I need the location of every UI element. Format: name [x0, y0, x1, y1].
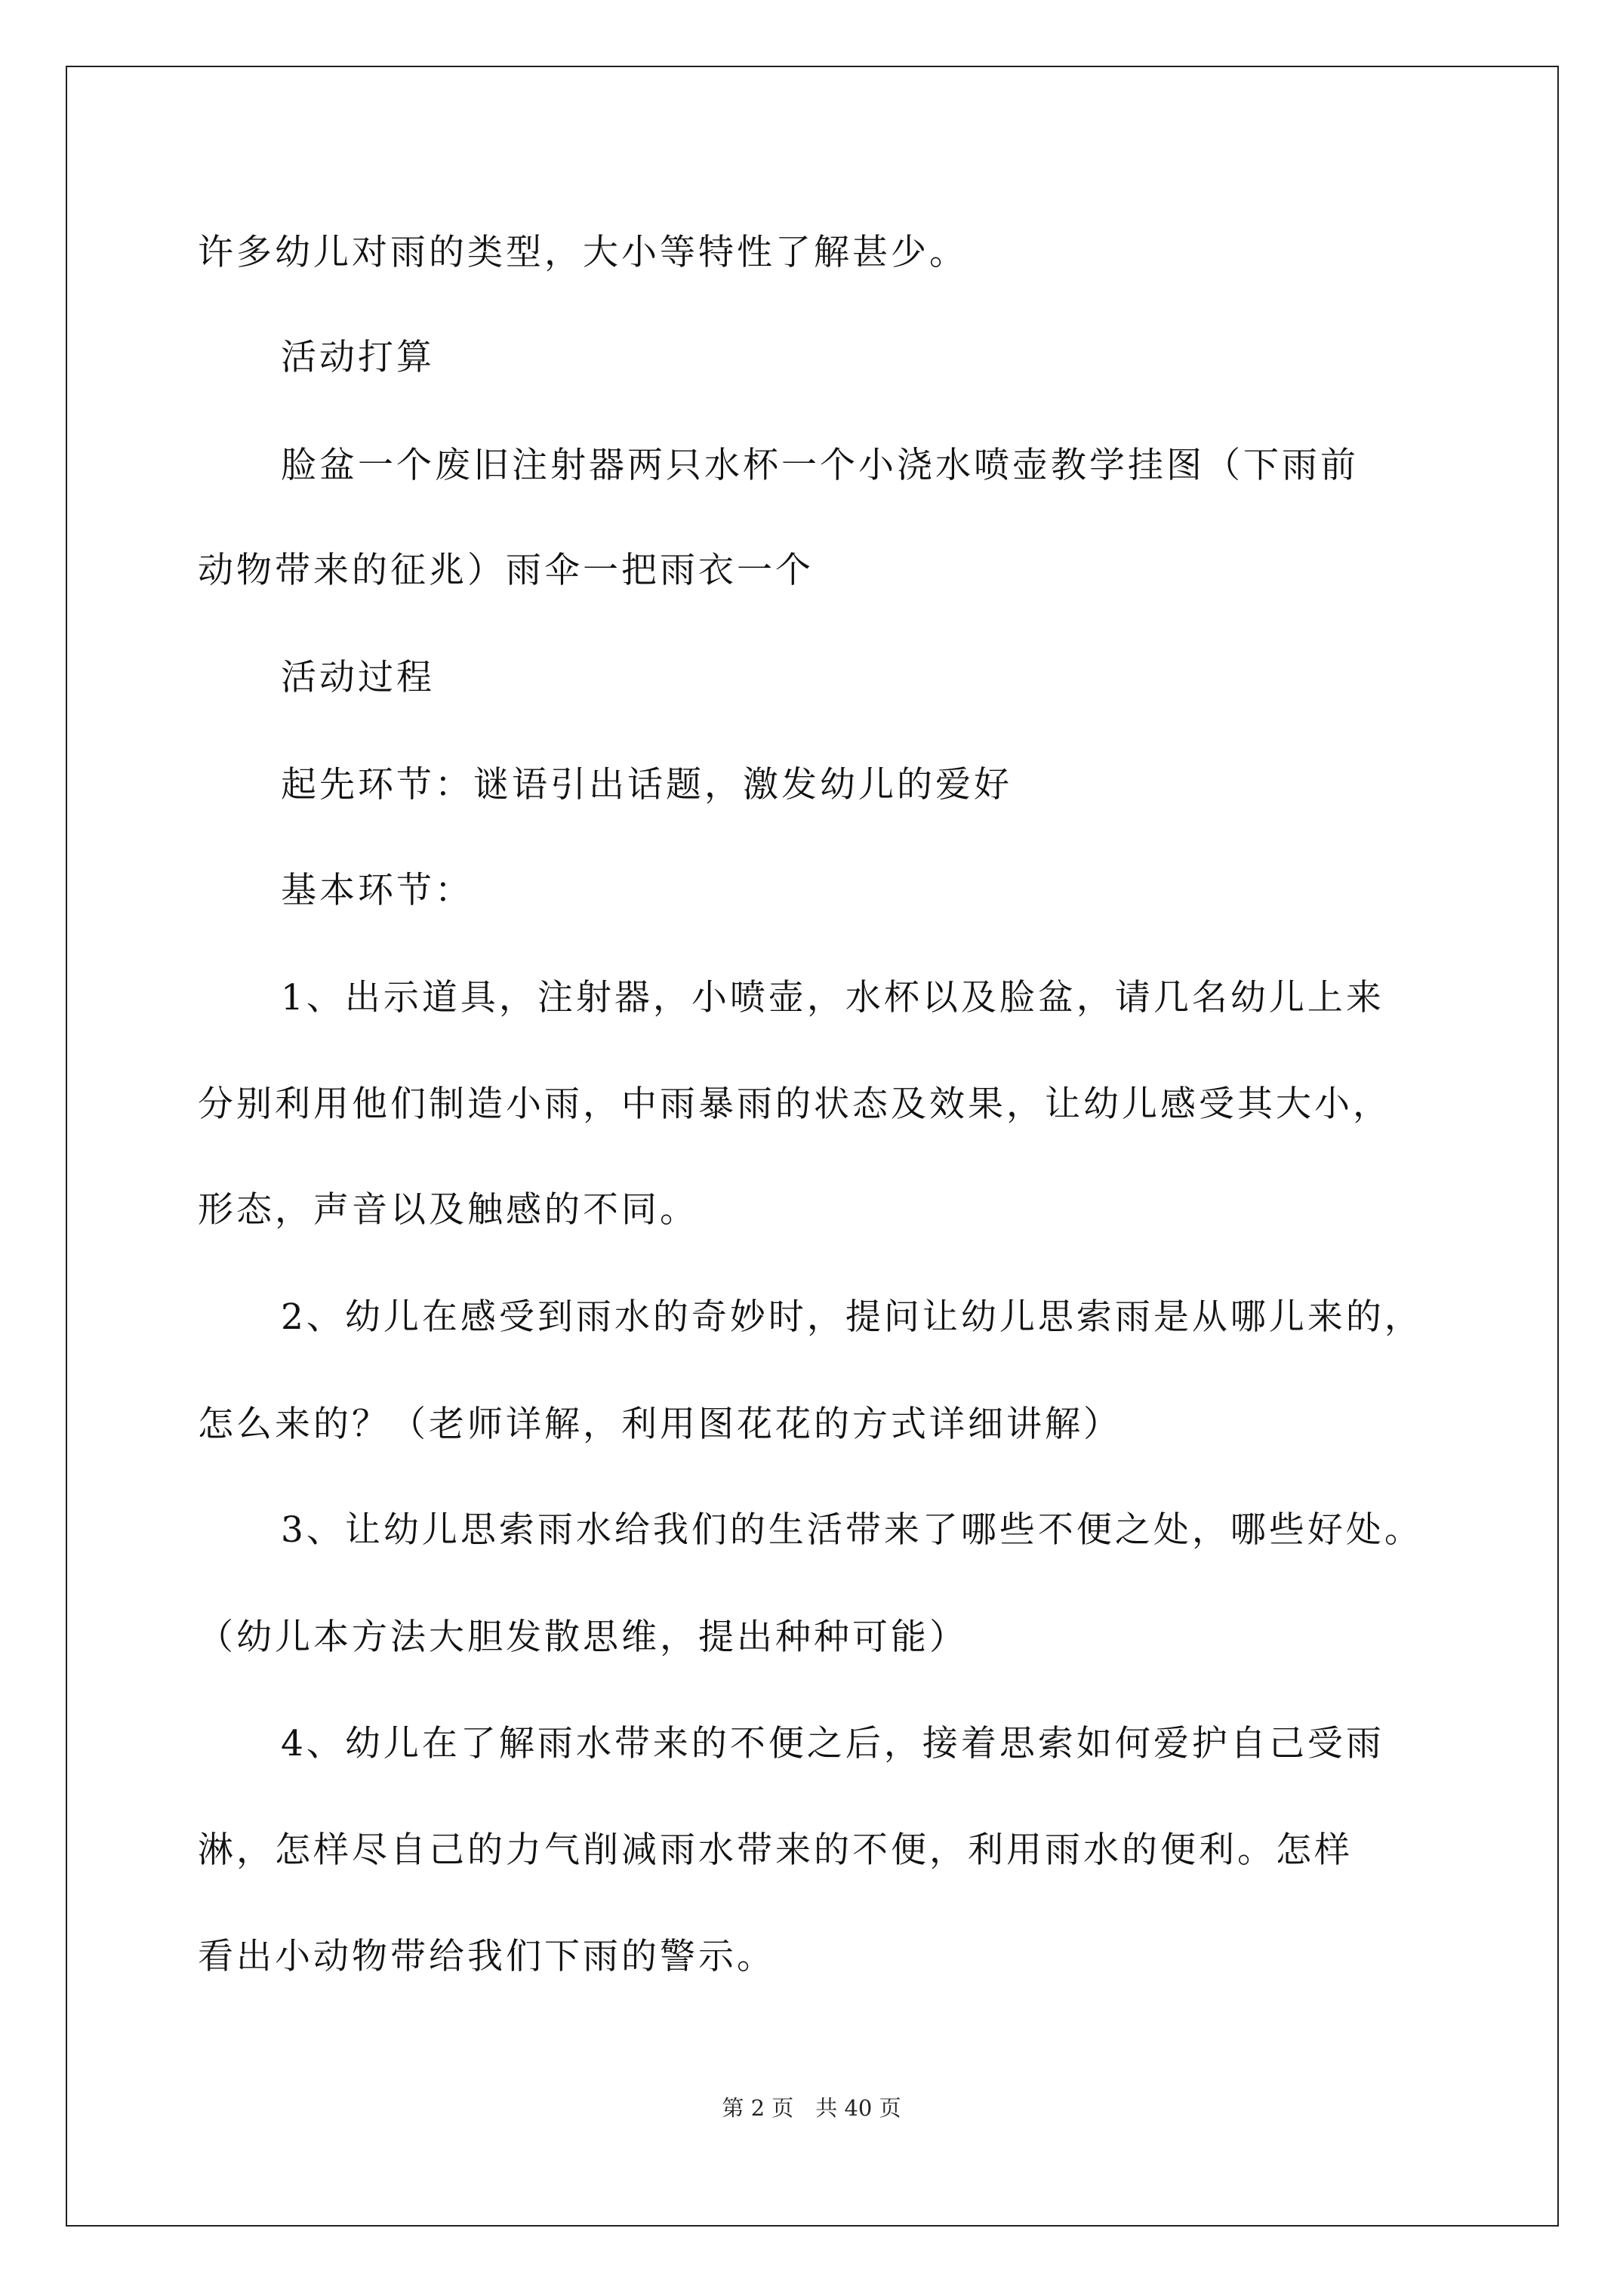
page-border	[66, 66, 1559, 2227]
text-line: 许多幼儿对雨的类型，大小等特性了解甚少。	[198, 232, 968, 273]
section-heading: 基本环节：	[281, 870, 473, 911]
section-heading: 活动打算	[281, 337, 435, 378]
text-line: 4、幼儿在了解雨水带来的不便之后，接着思索如何爱护自己受雨	[281, 1723, 1384, 1764]
text-line: 脸盆一个废旧注射器两只水杯一个小浇水喷壶教学挂图（下雨前	[281, 445, 1359, 486]
text-line: 淋，怎样尽自己的力气削减雨水带来的不便，利用雨水的便利。怎样	[198, 1829, 1353, 1871]
text-line: 2、幼儿在感受到雨水的奇妙时，提问让幼儿思索雨是从哪儿来的，	[281, 1296, 1423, 1338]
text-line: 动物带来的征兆）雨伞一把雨衣一个	[198, 550, 814, 591]
text-line: 起先环节：谜语引出话题，激发幼儿的爱好	[281, 764, 1012, 806]
text-line: 分别利用他们制造小雨，中雨暴雨的状态及效果，让幼儿感受其大小，	[198, 1083, 1391, 1125]
page-number: 第 2 页 共 40 页	[722, 2095, 901, 2121]
text-line: 看出小动物带给我们下雨的警示。	[198, 1936, 775, 1977]
text-line: 3、让幼儿思索雨水给我们的生活带来了哪些不便之处，哪些好处。	[281, 1509, 1423, 1551]
text-line: 1、出示道具，注射器，小喷壶，水杯以及脸盆，请几名幼儿上来	[281, 977, 1384, 1019]
text-line: 形态，声音以及触感的不同。	[198, 1189, 698, 1231]
text-line: （幼儿本方法大胆发散思维，提出种种可能）	[198, 1616, 968, 1658]
section-heading: 活动过程	[281, 657, 435, 698]
text-line: 怎么来的？（老师详解，利用图花花的方式详细讲解）	[198, 1404, 1122, 1445]
